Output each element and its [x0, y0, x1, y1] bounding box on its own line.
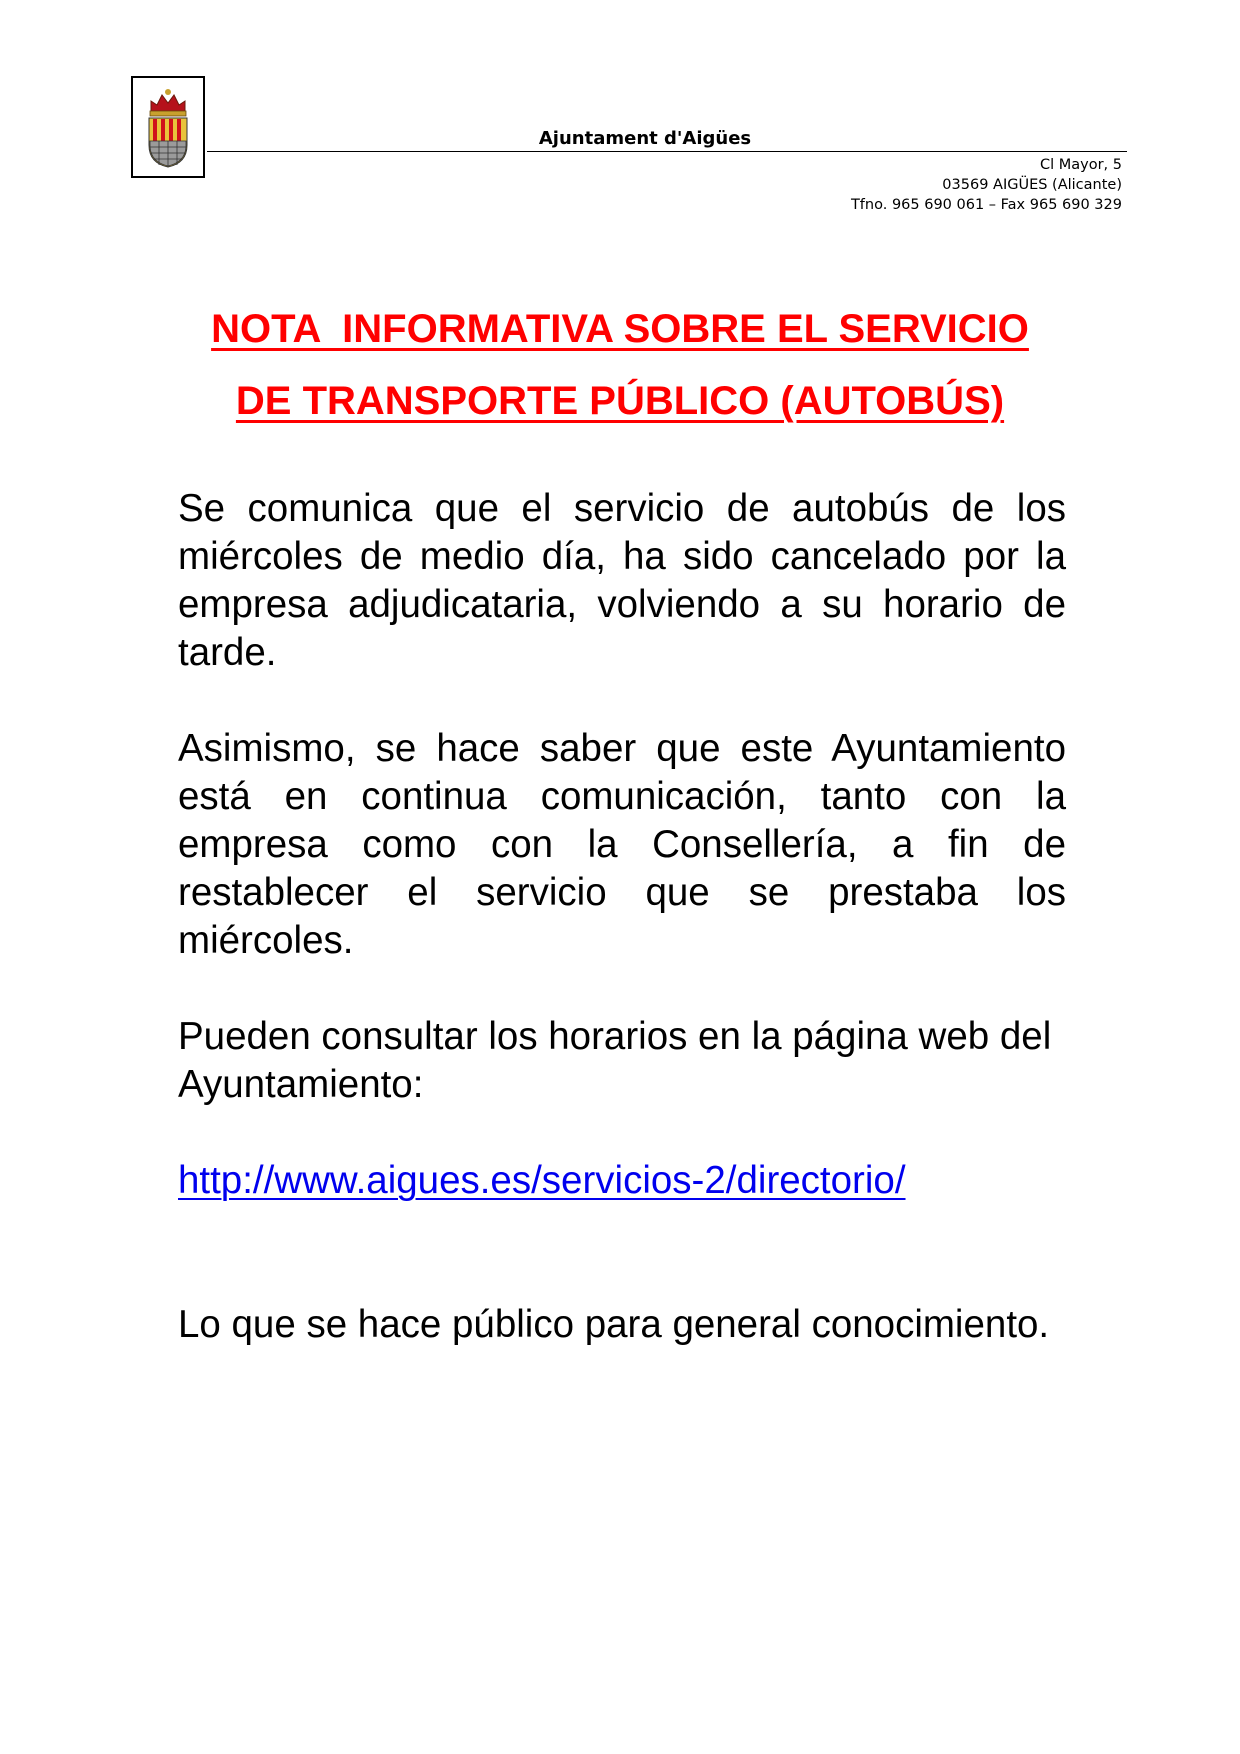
- paragraph-schedules: Pueden consultar los horarios en la página web del Ayuntamiento:: [178, 1015, 1052, 1106]
- organization-name: Ajuntament d'Aigües: [538, 128, 752, 149]
- schedules-link[interactable]: http://www.aigues.es/servicios-2/directorio/: [178, 1159, 906, 1202]
- address-block: [851, 155, 1122, 215]
- paragraph-cancellation: Se comunica que el servicio de autobús de los miércoles de medio día, ha sido cancelado por la empresa adjudicataria, volviendo a su horario de tarde.: [178, 487, 1066, 674]
- municipal-coat-of-arms-icon: [145, 85, 191, 169]
- address-city: 03569 AIGÜES (Alicante): [942, 177, 1122, 193]
- address-street: Cl Mayor, 5: [1039, 157, 1122, 173]
- title-line-2: DE TRANSPORTE PÚBLICO (AUTOBÚS): [235, 379, 1005, 423]
- paragraph-closing: Lo que se hace público para general conocimiento.: [178, 1303, 1050, 1346]
- document-title: [150, 293, 1090, 437]
- title-line-1: NOTA INFORMATIVA SOBRE EL SERVICIO: [211, 307, 1029, 351]
- address-phone-fax: Tfno. 965 690 061 – Fax 965 690 329: [850, 197, 1122, 213]
- paragraph-communication: Asimismo, se hace saber que este Ayuntamiento está en continua comunicación, tanto con la empresa como con la Consellería, a fin de restablecer el servicio que se prestaba los miércoles.: [178, 727, 1066, 962]
- notice-body: [178, 485, 1066, 1388]
- header-divider: [207, 151, 1127, 152]
- crest-frame: [131, 76, 205, 178]
